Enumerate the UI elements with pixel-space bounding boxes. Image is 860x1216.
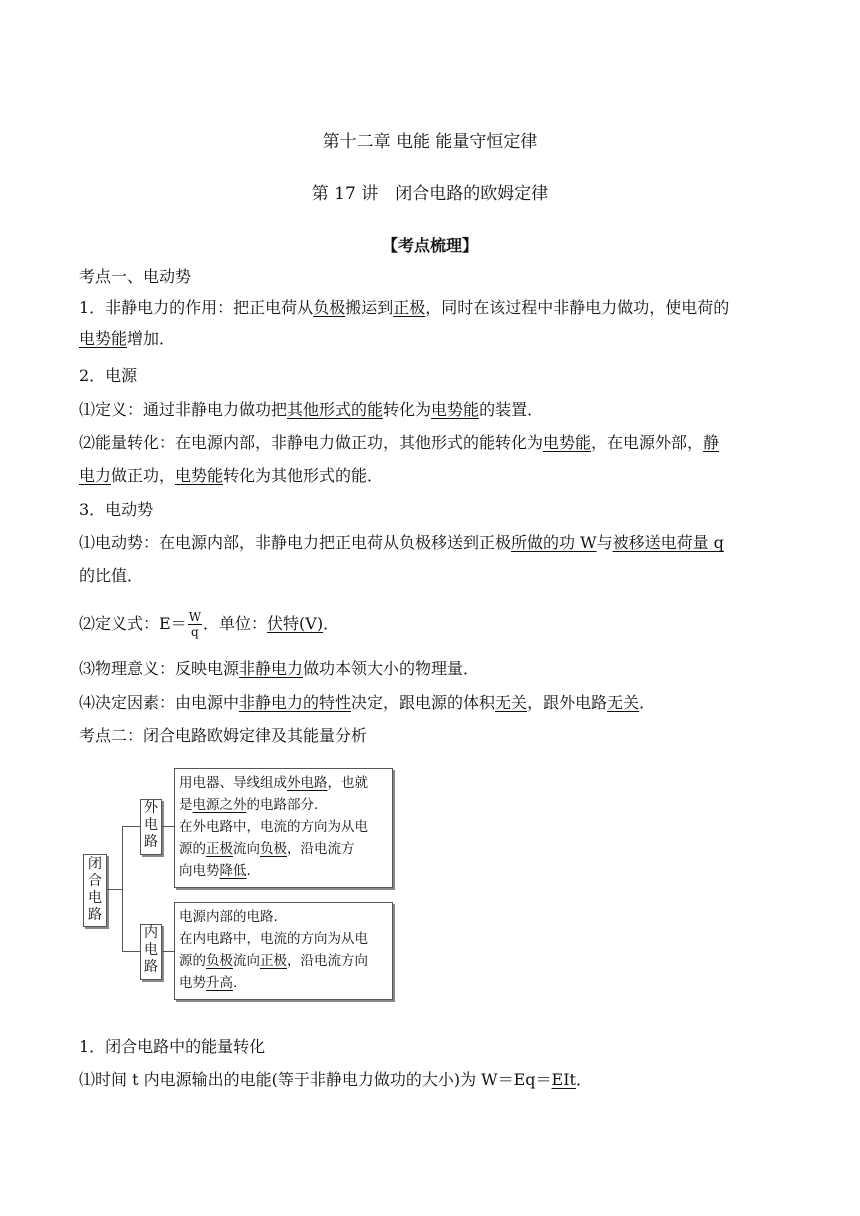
kp1-item3-3: [79, 658, 800, 680]
blank-answer: 电势能: [175, 466, 224, 485]
fraction-denominator: q: [191, 625, 199, 639]
char: 电: [88, 890, 102, 906]
blank-answer: 其他形式的能: [287, 400, 384, 419]
blank-answer: 外电路: [287, 775, 328, 791]
external-circuit-description: [174, 768, 393, 888]
blank-answer: 负极: [260, 841, 287, 857]
connector: [122, 951, 140, 952]
box-external-circuit: [140, 799, 162, 855]
desc-line: [179, 950, 388, 972]
fraction-numerator: W: [188, 610, 202, 624]
text: 增加．: [127, 329, 176, 348]
blank-answer: 电势能: [431, 400, 480, 419]
text: 转化为其他形式的能．: [223, 466, 384, 485]
text: 1．非静电力的作用：把正电荷从: [79, 298, 314, 317]
text: 用电器、导线组成: [179, 775, 287, 791]
blank-answer: 非静电力的特性: [239, 693, 352, 712]
text: ，同时在该过程中非静电力做功，使电荷的: [425, 298, 730, 317]
desc-line: [179, 972, 388, 994]
text: ．: [575, 1070, 592, 1089]
text: 向电势: [179, 863, 220, 879]
kp1-item3-4: [79, 692, 800, 714]
kp1-item2-2-line1: [79, 432, 800, 454]
blank-answer: 电势能: [543, 433, 592, 452]
blank-answer: 电势能: [79, 329, 128, 348]
kp1-title: 考点一、电动势: [79, 267, 192, 286]
blank-answer: 非静电力: [239, 659, 304, 678]
desc-line: 在外电路中，电流的方向为从电: [179, 819, 368, 835]
char: 合: [88, 873, 102, 889]
char: 闭: [88, 856, 102, 872]
text: ，跟外电路: [527, 693, 608, 712]
blank-answer: 电力: [79, 466, 112, 485]
connector: [122, 826, 140, 827]
text: ⑴时间 t 内电源输出的电能(等于非静电力做功的大小)为 W＝Eq＝: [79, 1070, 552, 1089]
char: 电: [144, 942, 158, 958]
blank-answer: 所做的功 W: [511, 533, 597, 552]
box-internal-circuit: [140, 924, 162, 980]
blank-answer: 无关: [495, 693, 528, 712]
kp1-item3-1-line1: [79, 532, 800, 554]
text: 搬运到: [345, 298, 394, 317]
text: ．单位：: [203, 614, 268, 633]
text: 流向: [233, 953, 260, 969]
blank-answer: 被移送电荷量 q: [612, 533, 724, 552]
kp1-item1-line2: [79, 328, 800, 350]
lecture-title: 第 17 讲 闭合电路的欧姆定律: [311, 184, 549, 204]
char: 路: [144, 834, 158, 850]
text: ，沿电流方向: [287, 953, 368, 969]
text: 的电路部分.: [246, 797, 319, 813]
desc-line: [179, 772, 388, 794]
text: ，沿电流方: [287, 841, 355, 857]
kp2-title: 考点二：闭合电路欧姆定律及其能量分析: [79, 726, 368, 745]
text: ⑶物理意义：反映电源: [79, 659, 240, 678]
blank-answer: 负极: [206, 953, 233, 969]
text: .: [246, 863, 251, 879]
kp1-item3-heading: 3．电动势: [79, 500, 154, 519]
blank-answer: 无关: [607, 693, 640, 712]
connector: [107, 889, 122, 890]
blank-answer: 负极: [313, 298, 346, 317]
text: 流向: [233, 841, 260, 857]
text: 做功本领大小的物理量．: [303, 659, 480, 678]
text: 源的: [179, 841, 206, 857]
text: 是: [179, 797, 193, 813]
text: 的装置．: [479, 400, 544, 419]
text: ．: [639, 693, 656, 712]
text: ，也就: [327, 775, 368, 791]
blank-answer: 静: [703, 433, 720, 452]
closed-circuit-diagram: [80, 766, 400, 1002]
blank-answer: 伏特(V): [267, 614, 324, 633]
text: 与: [596, 533, 613, 552]
section-heading: 【考点梳理】: [381, 236, 478, 255]
blank-answer: 正极: [260, 953, 287, 969]
kp1-item2-2-line2: [79, 465, 800, 487]
text: 源的: [179, 953, 206, 969]
blank-answer: 降低: [219, 863, 247, 879]
desc-line: 电源内部的电路.: [179, 909, 278, 925]
text: ⑵定义式：E＝: [79, 614, 187, 633]
kp1-item3-2: [79, 608, 800, 640]
fraction: [188, 610, 202, 639]
text: 转化为: [383, 400, 432, 419]
text: 决定，跟电源的体积: [351, 693, 496, 712]
char: 外: [144, 800, 158, 816]
text: ⑴电动势：在电源内部，非静电力把正电荷从负极移送到正极: [79, 533, 512, 552]
kp2-item1-heading: 1．闭合电路中的能量转化: [79, 1037, 266, 1056]
char: 内: [144, 925, 158, 941]
blank-answer: 正极: [206, 841, 233, 857]
text: ，在电源外部，: [591, 433, 704, 452]
char: 路: [88, 907, 102, 923]
blank-answer: 正极: [393, 298, 426, 317]
desc-line: 在内电路中，电流的方向为从电: [179, 931, 368, 947]
text: ．: [323, 614, 340, 633]
internal-circuit-description: [174, 902, 393, 1000]
kp2-item1-1: [79, 1069, 800, 1091]
desc-line: [179, 794, 388, 816]
blank-answer: 升高: [206, 975, 233, 991]
connector: [161, 951, 174, 952]
text: .: [233, 975, 238, 991]
connector: [161, 826, 174, 827]
text: 做正功，: [111, 466, 176, 485]
blank-answer: EIt: [551, 1070, 576, 1089]
root-box-closed-circuit: [83, 854, 107, 927]
desc-line: [179, 860, 388, 882]
kp1-item2-heading: 2．电源: [79, 366, 138, 385]
kp1-item3-1-line2: 的比值．: [79, 566, 144, 585]
kp1-item1-line1: [79, 297, 800, 319]
char: 路: [144, 959, 158, 975]
char: 电: [144, 817, 158, 833]
kp1-item2-1: [79, 399, 800, 421]
chapter-title: 第十二章 电能 能量守恒定律: [322, 132, 538, 152]
connector: [122, 826, 123, 951]
text: ⑴定义：通过非静电力做功把: [79, 400, 288, 419]
blank-answer: 电源之外: [192, 797, 247, 813]
text: ⑵能量转化：在电源内部，非静电力做正功，其他形式的能转化为: [79, 433, 544, 452]
text: ⑷决定因素：由电源中: [79, 693, 240, 712]
desc-line: [179, 838, 388, 860]
text: 电势: [179, 975, 206, 991]
